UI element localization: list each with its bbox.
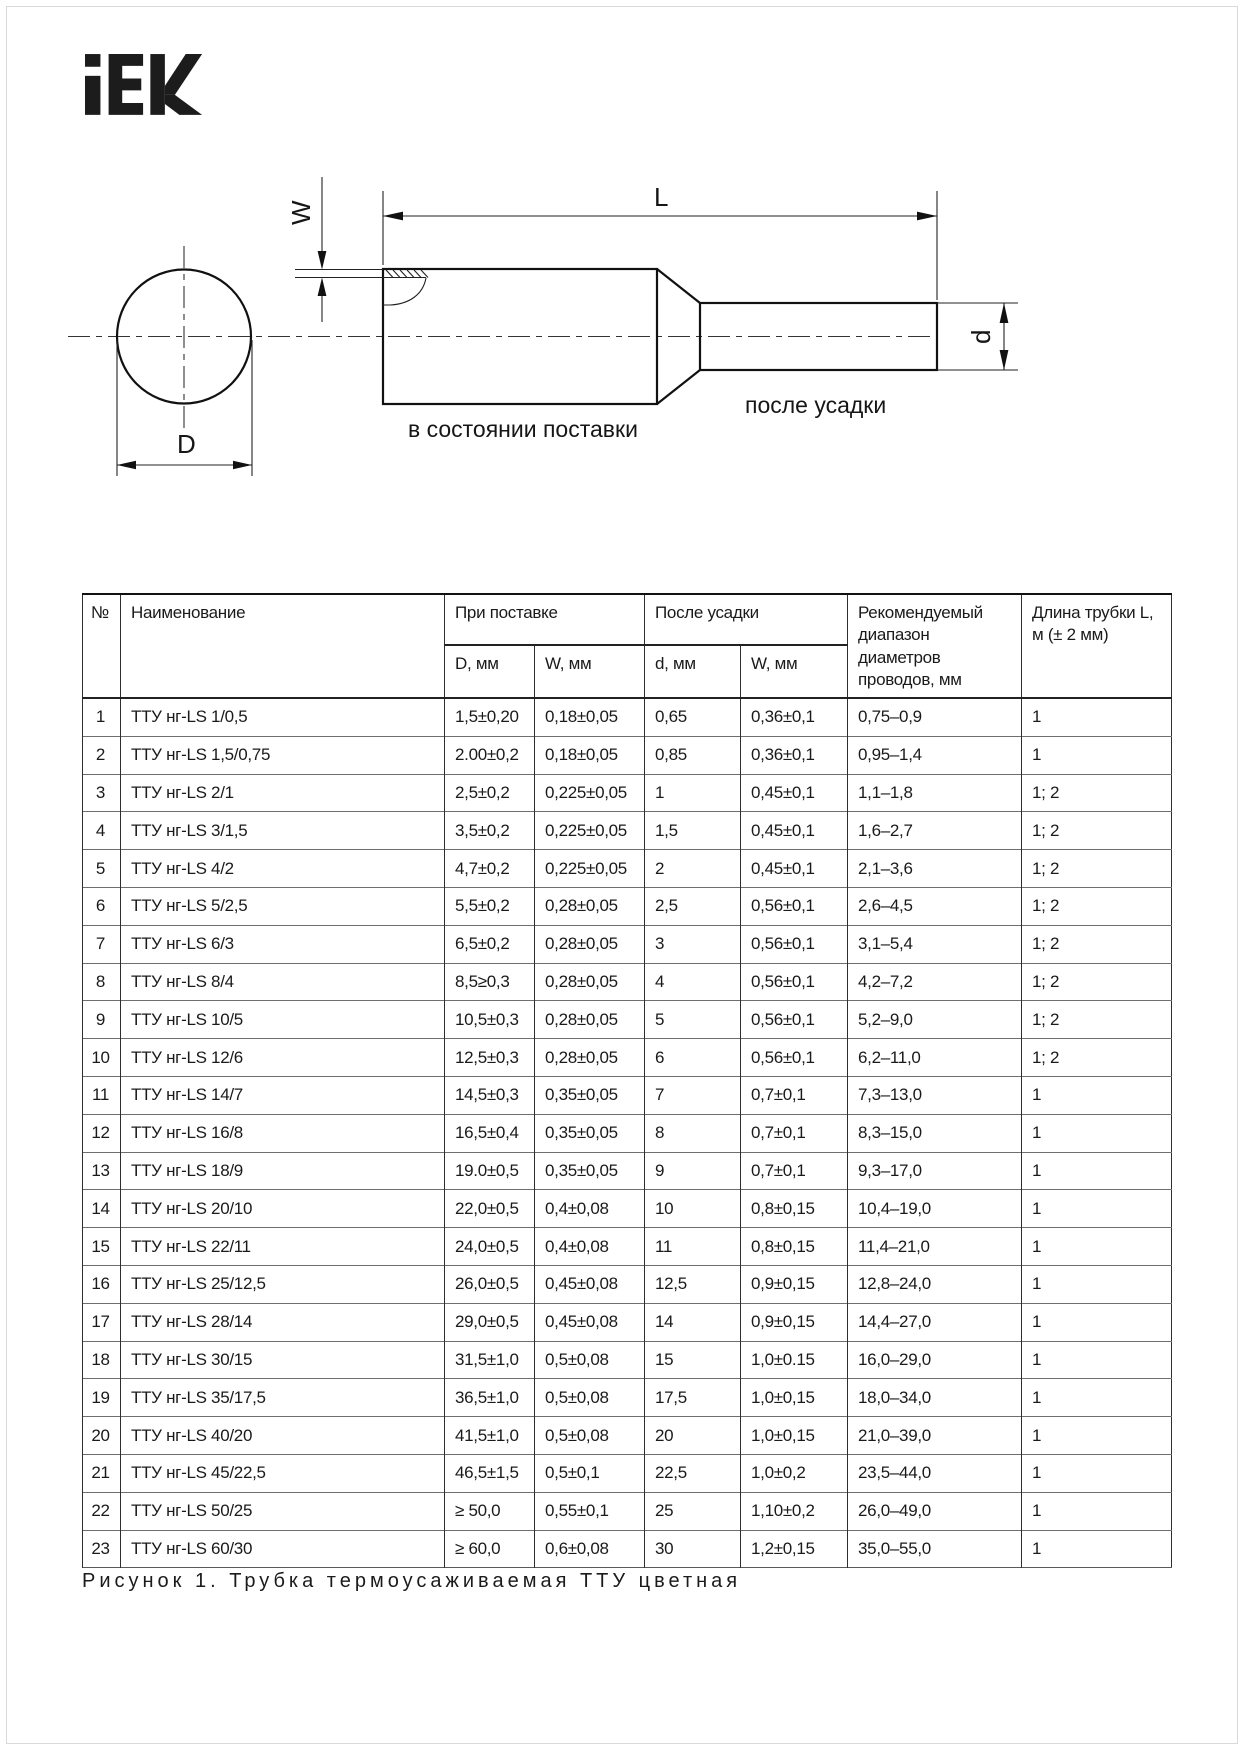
table-cell: 0,45±0,08 <box>535 1265 645 1303</box>
table-row <box>83 963 1172 1001</box>
table-cell: 7,3–13,0 <box>848 1076 1022 1114</box>
table-cell: 8 <box>645 1114 741 1152</box>
table-cell: ТТУ нг-LS 3/1,5 <box>121 812 445 850</box>
table-cell: 12,5±0,3 <box>445 1039 535 1077</box>
table-cell: 0,85 <box>645 736 741 774</box>
table-cell: 14 <box>83 1190 121 1228</box>
table-cell: 1; 2 <box>1022 925 1172 963</box>
table-cell: 16,5±0,4 <box>445 1114 535 1152</box>
table-cell: ТТУ нг-LS 14/7 <box>121 1076 445 1114</box>
table-cell: 1 <box>1022 1379 1172 1417</box>
table-cell: 13 <box>83 1152 121 1190</box>
table-cell: 0,225±0,05 <box>535 812 645 850</box>
table-cell: 26,0±0,5 <box>445 1265 535 1303</box>
l-label: L <box>654 182 669 212</box>
wall-hatching <box>386 270 428 278</box>
table-cell: 0,7±0,1 <box>741 1114 848 1152</box>
table-cell: 2,5 <box>645 887 741 925</box>
table-cell: 26,0–49,0 <box>848 1492 1022 1530</box>
table-cell: 36,5±1,0 <box>445 1379 535 1417</box>
table-cell: 0,7±0,1 <box>741 1076 848 1114</box>
d-arrow-right <box>233 461 252 470</box>
table-cell: 0,5±0,08 <box>535 1379 645 1417</box>
table-cell: 10,4–19,0 <box>848 1190 1022 1228</box>
table-cell: 8,5≥0,3 <box>445 963 535 1001</box>
table-cell: 19 <box>83 1379 121 1417</box>
table-cell: 1; 2 <box>1022 963 1172 1001</box>
table-cell: 1,0±0,2 <box>741 1454 848 1492</box>
table-cell: 11 <box>645 1228 741 1266</box>
table-cell: 6,2–11,0 <box>848 1039 1022 1077</box>
table-cell: 0,225±0,05 <box>535 774 645 812</box>
table-cell: 1 <box>1022 736 1172 774</box>
table-cell: 8,3–15,0 <box>848 1114 1022 1152</box>
table-cell: 1; 2 <box>1022 1001 1172 1039</box>
table-cell: 0,36±0,1 <box>741 736 848 774</box>
table-row <box>83 1039 1172 1077</box>
col-header-range: Рекомендуемый диапазон диаметров проводов, мм <box>848 594 1022 698</box>
table-cell: 1 <box>1022 698 1172 736</box>
table-cell: ТТУ нг-LS 10/5 <box>121 1001 445 1039</box>
table-cell: 30 <box>645 1530 741 1568</box>
table-cell: 12,5 <box>645 1265 741 1303</box>
table-cell: 0,56±0,1 <box>741 1039 848 1077</box>
table-cell: 11 <box>83 1076 121 1114</box>
table-cell: 1,1–1,8 <box>848 774 1022 812</box>
table-cell: 0,4±0,08 <box>535 1190 645 1228</box>
table-cell: 0,28±0,05 <box>535 1039 645 1077</box>
table-cell: 6 <box>645 1039 741 1077</box>
table-cell: 0,56±0,1 <box>741 1001 848 1039</box>
table-cell: 15 <box>645 1341 741 1379</box>
col-header-length: Длина трубки L, м (± 2 мм) <box>1022 594 1172 698</box>
table-cell: 5,5±0,2 <box>445 887 535 925</box>
table-cell: 8 <box>83 963 121 1001</box>
table-cell: ТТУ нг-LS 22/11 <box>121 1228 445 1266</box>
table-cell: 1 <box>1022 1492 1172 1530</box>
table-cell: 0,9±0,15 <box>741 1303 848 1341</box>
table-cell: ≥ 60,0 <box>445 1530 535 1568</box>
table-cell: 1,5±0,20 <box>445 698 535 736</box>
table-cell: 2,1–3,6 <box>848 850 1022 888</box>
col-header-name: Наименование <box>121 594 445 698</box>
table-cell: 22,0±0,5 <box>445 1190 535 1228</box>
table-cell: 2 <box>645 850 741 888</box>
table-header <box>83 594 1172 698</box>
table-cell: ТТУ нг-LS 6/3 <box>121 925 445 963</box>
col-header-shrunk-d: d, мм <box>645 645 741 698</box>
table-cell: 0,45±0,1 <box>741 774 848 812</box>
w-arrow-up <box>318 278 327 297</box>
table-cell: 4,2–7,2 <box>848 963 1022 1001</box>
table-cell: 1; 2 <box>1022 774 1172 812</box>
table-cell: 2 <box>83 736 121 774</box>
table-cell: 35,0–55,0 <box>848 1530 1022 1568</box>
table-cell: 14,4–27,0 <box>848 1303 1022 1341</box>
table-cell: 11,4–21,0 <box>848 1228 1022 1266</box>
table-cell: 1,5 <box>645 812 741 850</box>
table-cell: ТТУ нг-LS 4/2 <box>121 850 445 888</box>
table-cell: 17 <box>83 1303 121 1341</box>
w-arrow-down <box>318 251 327 270</box>
table-cell: 21 <box>83 1454 121 1492</box>
table-cell: 1 <box>1022 1190 1172 1228</box>
col-header-num: № <box>83 594 121 698</box>
table-cell: 0,45±0,1 <box>741 850 848 888</box>
logo-e <box>109 54 143 115</box>
table-row <box>83 1454 1172 1492</box>
table-cell: 0,8±0,15 <box>741 1228 848 1266</box>
table-cell: 1,0±0,15 <box>741 1417 848 1455</box>
table-body <box>83 698 1172 1568</box>
table-cell: 22 <box>83 1492 121 1530</box>
table-cell: 1 <box>645 774 741 812</box>
table-cell: 2.00±0,2 <box>445 736 535 774</box>
table-row <box>83 887 1172 925</box>
table-cell: ТТУ нг-LS 12/6 <box>121 1039 445 1077</box>
table-cell: 9 <box>645 1152 741 1190</box>
table-cell: 3 <box>645 925 741 963</box>
table-cell: 0,55±0,1 <box>535 1492 645 1530</box>
table-cell: ТТУ нг-LS 30/15 <box>121 1341 445 1379</box>
table-cell: 5,2–9,0 <box>848 1001 1022 1039</box>
col-header-supplied-group: При поставке <box>445 594 645 645</box>
table-cell: 1 <box>1022 1152 1172 1190</box>
table-cell: ТТУ нг-LS 16/8 <box>121 1114 445 1152</box>
table-cell: 1 <box>1022 1265 1172 1303</box>
table-cell: 12 <box>83 1114 121 1152</box>
table-cell: 0,75–0,9 <box>848 698 1022 736</box>
table-cell: 17,5 <box>645 1379 741 1417</box>
table-cell: 3 <box>83 774 121 812</box>
table-cell: ≥ 50,0 <box>445 1492 535 1530</box>
shrunk-state-label: после усадки <box>745 392 887 418</box>
table-cell: 0,36±0,1 <box>741 698 848 736</box>
table-cell: 9,3–17,0 <box>848 1152 1022 1190</box>
table-cell: 6 <box>83 887 121 925</box>
table-cell: 0,65 <box>645 698 741 736</box>
supplied-state-label: в состоянии поставки <box>408 416 638 442</box>
logo-k-lower-arm <box>165 95 202 115</box>
table-cell: ТТУ нг-LS 2/1 <box>121 774 445 812</box>
d-small-arrow-up <box>1000 303 1009 323</box>
table-cell: 4,7±0,2 <box>445 850 535 888</box>
table-cell: 0,28±0,05 <box>535 925 645 963</box>
table-cell: ТТУ нг-LS 1,5/0,75 <box>121 736 445 774</box>
table-cell: 0,45±0,1 <box>741 812 848 850</box>
table-cell: 0,28±0,05 <box>535 887 645 925</box>
table-cell: ТТУ нг-LS 50/25 <box>121 1492 445 1530</box>
table-cell: 1 <box>1022 1341 1172 1379</box>
table-cell: 0,8±0,15 <box>741 1190 848 1228</box>
taper-bottom <box>657 370 700 404</box>
col-header-shrunk-group: После усадки <box>645 594 848 645</box>
table-cell: 4 <box>645 963 741 1001</box>
table-row <box>83 1492 1172 1530</box>
table-row <box>83 1001 1172 1039</box>
table-row <box>83 1152 1172 1190</box>
l-arrow-right <box>917 212 937 221</box>
table-cell: ТТУ нг-LS 18/9 <box>121 1152 445 1190</box>
table-cell: 5 <box>83 850 121 888</box>
wall-curve <box>383 278 426 305</box>
table-cell: ТТУ нг-LS 40/20 <box>121 1417 445 1455</box>
table-cell: ТТУ нг-LS 5/2,5 <box>121 887 445 925</box>
table-cell: 0,35±0,05 <box>535 1152 645 1190</box>
iek-logo <box>85 52 203 116</box>
table-cell: 0,6±0,08 <box>535 1530 645 1568</box>
table-cell: 5 <box>645 1001 741 1039</box>
table-row <box>83 736 1172 774</box>
table-cell: 0,7±0,1 <box>741 1152 848 1190</box>
table-cell: 1 <box>1022 1228 1172 1266</box>
col-header-shrunk-w: W, мм <box>741 645 848 698</box>
table-cell: 16 <box>83 1265 121 1303</box>
table-cell: ТТУ нг-LS 20/10 <box>121 1190 445 1228</box>
table-cell: ТТУ нг-LS 60/30 <box>121 1530 445 1568</box>
logo-k-upper-arm <box>165 54 202 95</box>
table-cell: 1,0±0.15 <box>741 1341 848 1379</box>
table-cell: 25 <box>645 1492 741 1530</box>
col-header-supplied-d: D, мм <box>445 645 535 698</box>
table-cell: 10,5±0,3 <box>445 1001 535 1039</box>
table-cell: 14 <box>645 1303 741 1341</box>
d-small-label: d <box>966 329 996 344</box>
table-cell: 20 <box>83 1417 121 1455</box>
l-arrow-left <box>383 212 403 221</box>
table-cell: ТТУ нг-LS 35/17,5 <box>121 1379 445 1417</box>
figure-caption: Рисунок 1. Трубка термоусаживаемая ТТУ цветная <box>82 1570 742 1592</box>
table-cell: ТТУ нг-LS 1/0,5 <box>121 698 445 736</box>
table-row <box>83 850 1172 888</box>
col-header-supplied-w: W, мм <box>535 645 645 698</box>
table-cell: 2,5±0,2 <box>445 774 535 812</box>
table-cell: 0,45±0,08 <box>535 1303 645 1341</box>
d-small-arrow-down <box>1000 350 1009 370</box>
table-cell: 12,8–24,0 <box>848 1265 1022 1303</box>
table-row <box>83 1114 1172 1152</box>
table-cell: 1; 2 <box>1022 887 1172 925</box>
table-row <box>83 1341 1172 1379</box>
table-row <box>83 774 1172 812</box>
table-cell: 20 <box>645 1417 741 1455</box>
table-cell: 1 <box>1022 1454 1172 1492</box>
table-cell: 7 <box>83 925 121 963</box>
d-big-label: D <box>177 429 196 459</box>
logo-i-stem <box>85 76 100 115</box>
table-cell: ТТУ нг-LS 25/12,5 <box>121 1265 445 1303</box>
table-cell: 46,5±1,5 <box>445 1454 535 1492</box>
header-group-row <box>83 594 1172 645</box>
table-cell: 0,56±0,1 <box>741 925 848 963</box>
table-cell: 23,5–44,0 <box>848 1454 1022 1492</box>
table-row <box>83 1228 1172 1266</box>
table-row <box>83 698 1172 736</box>
table-cell: 0,9±0,15 <box>741 1265 848 1303</box>
tube-dimension-drawing <box>60 148 1020 483</box>
table-row <box>83 1190 1172 1228</box>
table-cell: 1 <box>1022 1114 1172 1152</box>
table-row <box>83 1417 1172 1455</box>
table-cell: 10 <box>83 1039 121 1077</box>
table-cell: 1,2±0,15 <box>741 1530 848 1568</box>
table-cell: 1,6–2,7 <box>848 812 1022 850</box>
table-cell: 1; 2 <box>1022 850 1172 888</box>
table-cell: 0,5±0,1 <box>535 1454 645 1492</box>
table-cell: ТТУ нг-LS 28/14 <box>121 1303 445 1341</box>
table-row <box>83 1379 1172 1417</box>
table-cell: 16,0–29,0 <box>848 1341 1022 1379</box>
table-cell: 0,5±0,08 <box>535 1341 645 1379</box>
table-row <box>83 925 1172 963</box>
spec-table <box>82 593 1172 1568</box>
table-cell: 1; 2 <box>1022 812 1172 850</box>
table-cell: 1 <box>1022 1417 1172 1455</box>
table-cell: 0,4±0,08 <box>535 1228 645 1266</box>
table-cell: ТТУ нг-LS 8/4 <box>121 963 445 1001</box>
table-cell: 1,0±0,15 <box>741 1379 848 1417</box>
table-cell: 21,0–39,0 <box>848 1417 1022 1455</box>
table-cell: 7 <box>645 1076 741 1114</box>
table-cell: 10 <box>645 1190 741 1228</box>
table-cell: 22,5 <box>645 1454 741 1492</box>
table-row <box>83 812 1172 850</box>
table-cell: 31,5±1,0 <box>445 1341 535 1379</box>
table-cell: 3,1–5,4 <box>848 925 1022 963</box>
table-cell: 1; 2 <box>1022 1039 1172 1077</box>
table-cell: 1 <box>83 698 121 736</box>
table-cell: 0,28±0,05 <box>535 1001 645 1039</box>
table-cell: 0,95–1,4 <box>848 736 1022 774</box>
table-cell: 3,5±0,2 <box>445 812 535 850</box>
table-cell: 1 <box>1022 1303 1172 1341</box>
taper-top <box>657 269 700 303</box>
table-cell: 0,18±0,05 <box>535 736 645 774</box>
table-cell: 19.0±0,5 <box>445 1152 535 1190</box>
table-cell: 0,56±0,1 <box>741 963 848 1001</box>
table-cell: 24,0±0,5 <box>445 1228 535 1266</box>
table-row <box>83 1530 1172 1568</box>
logo-i-dot <box>85 54 100 67</box>
table-row <box>83 1303 1172 1341</box>
table-cell: 4 <box>83 812 121 850</box>
table-cell: ТТУ нг-LS 45/22,5 <box>121 1454 445 1492</box>
d-arrow-left <box>117 461 136 470</box>
table-cell: 0,225±0,05 <box>535 850 645 888</box>
table-cell: 1 <box>1022 1530 1172 1568</box>
table-row <box>83 1076 1172 1114</box>
table-cell: 0,28±0,05 <box>535 963 645 1001</box>
table-cell: 0,18±0,05 <box>535 698 645 736</box>
logo-k-stem <box>150 54 165 115</box>
table-cell: 18,0–34,0 <box>848 1379 1022 1417</box>
table-cell: 0,56±0,1 <box>741 887 848 925</box>
table-cell: 0,35±0,05 <box>535 1114 645 1152</box>
table-cell: 2,6–4,5 <box>848 887 1022 925</box>
table-cell: 41,5±1,0 <box>445 1417 535 1455</box>
table-cell: 1 <box>1022 1076 1172 1114</box>
table-cell: 29,0±0,5 <box>445 1303 535 1341</box>
table-cell: 23 <box>83 1530 121 1568</box>
table-cell: 1,10±0,2 <box>741 1492 848 1530</box>
table-cell: 0,5±0,08 <box>535 1417 645 1455</box>
table-cell: 14,5±0,3 <box>445 1076 535 1114</box>
table-cell: 9 <box>83 1001 121 1039</box>
w-label: W <box>286 200 316 225</box>
table-cell: 6,5±0,2 <box>445 925 535 963</box>
table-cell: 18 <box>83 1341 121 1379</box>
table-cell: 0,35±0,05 <box>535 1076 645 1114</box>
table-cell: 15 <box>83 1228 121 1266</box>
table-row <box>83 1265 1172 1303</box>
